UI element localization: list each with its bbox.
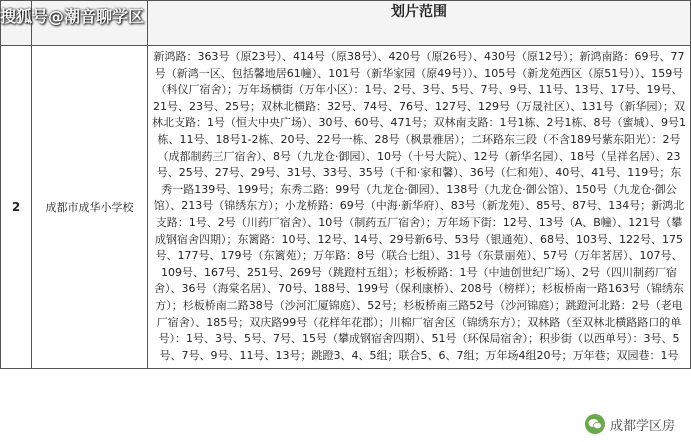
range-description: 新鸿路：363号（原23号）、414号（原38号）、420号（原26号）、430号（原12号）；新鸿南路：69号、77号（新鸿一区、包括馨地居61幢）、101号（新华家园（原49号））、105号（新龙苑西区（原51号））、159号（科仪厂宿舍）；万年场横街（万年小区）：1号、2号、3号、5号、7号、9号、11号、13号、17号、19号、21号、23号、25号；双林北横路：32号、74号、76号、127号、129号（万晟社区）、131号（新华园）；双林北支路：1号（恒大中央广场）、30号、60号、471号；双林南支路：1号1栋、2号1栋、8号（蜜城）、9号1栋、11号、18号1-2栋、20号、22号一栋、28号（枫景雅居）；二环路东三段（不含189号紫东阳光）：2号（成都制药三厂宿舍）、8号（九龙仓·御园）、10号（十号大院）、12号（新华名园）、18号（呈祥名居）、23号、25号、27号、29号、31号、33号、35号（千和·家和馨）、36号（仁和苑）、40号、41号、119号；东秀一路139号、199号；东秀二路：99号（九龙仓·御园）、138号（九龙仓·御公馆）、150号（九龙仓·御公馆）、213号（锦绣东方）；小龙桥路：69号（中海·新华府）、83号（新龙苑）、85号、87号、134号；新鸿北支路：1号、2号（川药厂宿舍）、10号（制药五厂宿舍）；万年场下街：12号、13号（A、B幢）、121号（攀成钢宿舍四期）；东篱路：10号、12号、14号、29号新6号、53号（银通苑）、68号、103号、122号、175号、177号、179号（东篱苑）；万年路：8号（联合七组）、31号（东景丽苑）、57号（万年茗居）、107号、109号、167号、251号、269号（跳蹬村五组）；杉板桥路：1号（中迪创世纪广场）、2号（四川制药厂宿舍）、36号（海棠名居）、70号、188号、199号（保利康桥）、208号（榜样）；杉板桥南一路163号（锦绣东方）；杉板桥南二路38号（沙河汇厦锦庭）、52号；杉板桥南三路52号（沙河锦庭）；跳蹬河北路：2号（老电厂宿舍）、185号；双庆路99号（花样年花郡）；川棉厂宿舍区（锦绣东方）；双林路（至双林北横路路口的单号）：1号、3号、5号、7号、15号（攀成钢宿舍四期）、51号（环保局宿舍）；积步街（以西单号）：3号、5号、7号、9号、11号、13号；跳蹬3、4、5组；联合5、6、7组；万年场4组20号；万年巷；双园巷：1号 xyxy=(148,46,691,369)
school-name: 成都市成华小学校 xyxy=(32,46,148,369)
header-range-title: 划片范围 xyxy=(148,1,691,46)
wechat-logo-icon xyxy=(585,414,605,434)
table-row xyxy=(1,46,691,369)
account-watermark xyxy=(581,412,679,436)
source-watermark: 搜狐号@潮音聊学区 xyxy=(0,7,145,26)
row-index: 2 xyxy=(1,46,32,369)
account-name: 成都学区房 xyxy=(609,418,675,434)
